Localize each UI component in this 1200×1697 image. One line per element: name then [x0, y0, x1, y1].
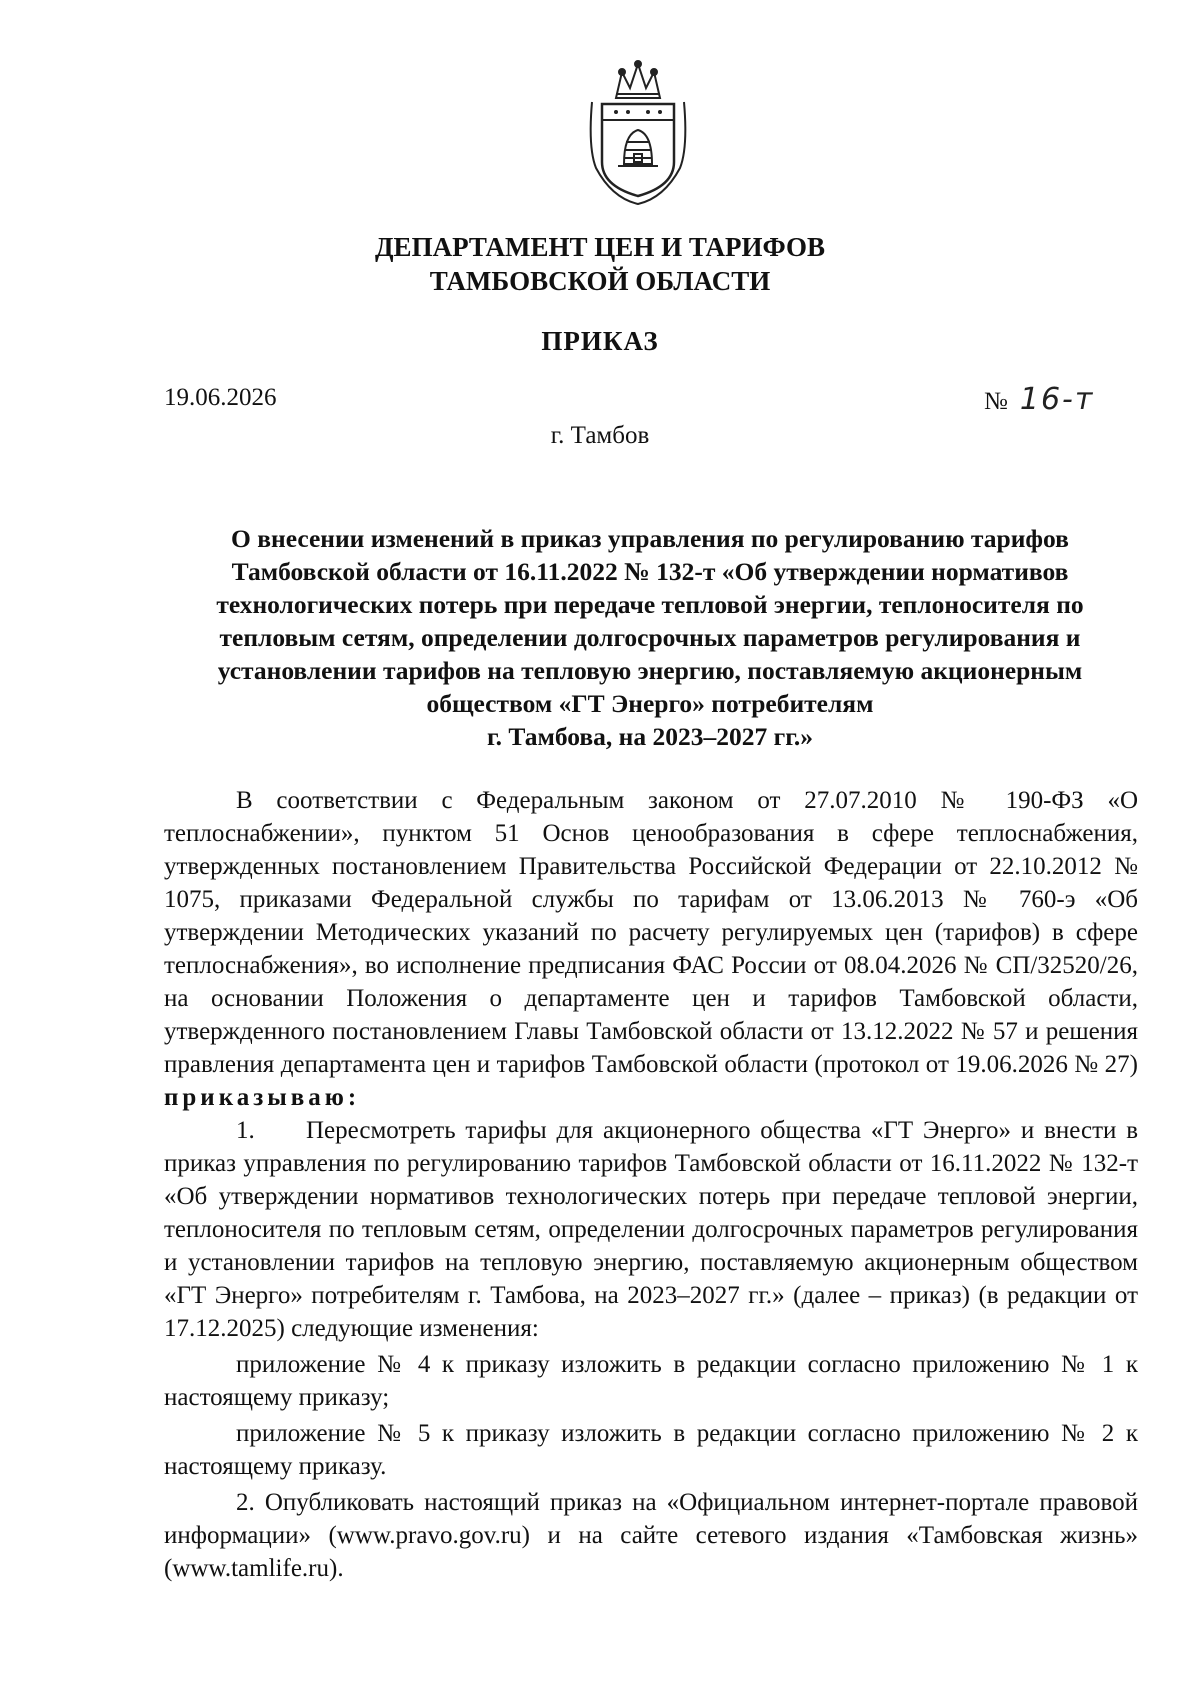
title-line: Тамбовской области от 16.11.2022 № 132-т «Об утверждении нормативов — [231, 557, 1069, 586]
document-body — [164, 784, 1138, 1585]
title-line: установлении тарифов на тепловую энергию, поставляемую акционерным — [217, 656, 1083, 685]
document-type: ПРИКАЗ — [541, 326, 659, 356]
title-line: обществом «ГТ Энерго» потребителям — [426, 689, 874, 718]
item-1-subparagraph-1: приложение № 4 к приказу изложить в редакции согласно приложению № 1 к настоящему приказу; — [164, 1351, 1138, 1411]
document-city: г. Тамбов — [550, 422, 650, 449]
preamble-paragraph — [164, 784, 1138, 1114]
document-title — [160, 522, 1140, 753]
title-line: технологических потерь при передаче тепловой энергии, теплоносителя по — [216, 590, 1084, 619]
department-line-1: ДЕПАРТАМЕНТ ЦЕН И ТАРИФОВ — [374, 232, 826, 262]
tambov-coat-of-arms-icon — [582, 58, 694, 206]
item-1-text: Пересмотреть тарифы для акционерного общества «ГТ Энерго» и внести в приказ управления по регулированию тарифов Тамбовской области от 16.11.2022 № 132-т «Об утверждении нормативов технологических потерь при передаче тепловой энергии, теплоносителя по тепловым сетям, определении долгосрочных параметров регулирования и установлении тарифов на тепловую энергию, поставляемую акционерным обществом «ГТ Энерго» потребителям г. Тамбова, на 2023–2027 гг.» (далее – приказ) (в редакции от 17.12.2025) следующие изменения: — [164, 1117, 1138, 1342]
item-1 — [164, 1114, 1138, 1345]
orders-word: приказываю: — [164, 1084, 361, 1111]
handwritten-number: 16-т — [1019, 382, 1095, 417]
department-name — [0, 230, 1200, 298]
item-1-number: 1. — [236, 1117, 255, 1144]
title-line: О внесении изменений в приказ управления по регулированию тарифов — [231, 524, 1069, 553]
document-date: 19.06.2026 — [164, 384, 277, 411]
title-line: тепловым сетям, определении долгосрочных параметров регулирования и — [219, 623, 1081, 652]
item-1-subparagraph-2: приложение № 5 к приказу изложить в редакции согласно приложению № 2 к настоящему приказу. — [164, 1420, 1138, 1480]
department-line-2: ТАМБОВСКОЙ ОБЛАСТИ — [429, 266, 771, 296]
preamble-text: В соответствии с Федеральным законом от 27.07.2010 № 190-ФЗ «О теплоснабжении», пунктом 51 Основ ценообразования в сфере теплоснабжения, утвержденных постановлением Правительства Российской Федерации от 22.10.2012 № 1075, приказами Федеральной службы по тарифам от 13.06.2013 № 760-э «Об утверждении Методических указаний по расчету регулируемых цен (тарифов) в сфере теплоснабжения», во исполнение предписания ФАС России от 08.04.2026 № СП/32520/26, на основании Положения о департаменте цен и тарифов Тамбовской области, утвержденного постановлением Главы Тамбовской области от 13.12.2022 № 57 и решения правления департамента цен и тарифов Тамбовской области (протокол от 19.06.2026 № 27) — [164, 787, 1138, 1078]
item-2: 2. Опубликовать настоящий приказ на «Официальном интернет-портале правовой информации» (www.pravo.gov.ru) и на сайте сетевого издания «Тамбовская жизнь» (www.tamlife.ru). — [164, 1489, 1138, 1582]
number-label: № — [984, 388, 1008, 415]
title-line: г. Тамбова, на 2023–2027 гг.» — [486, 722, 814, 751]
document-number — [984, 382, 1094, 417]
